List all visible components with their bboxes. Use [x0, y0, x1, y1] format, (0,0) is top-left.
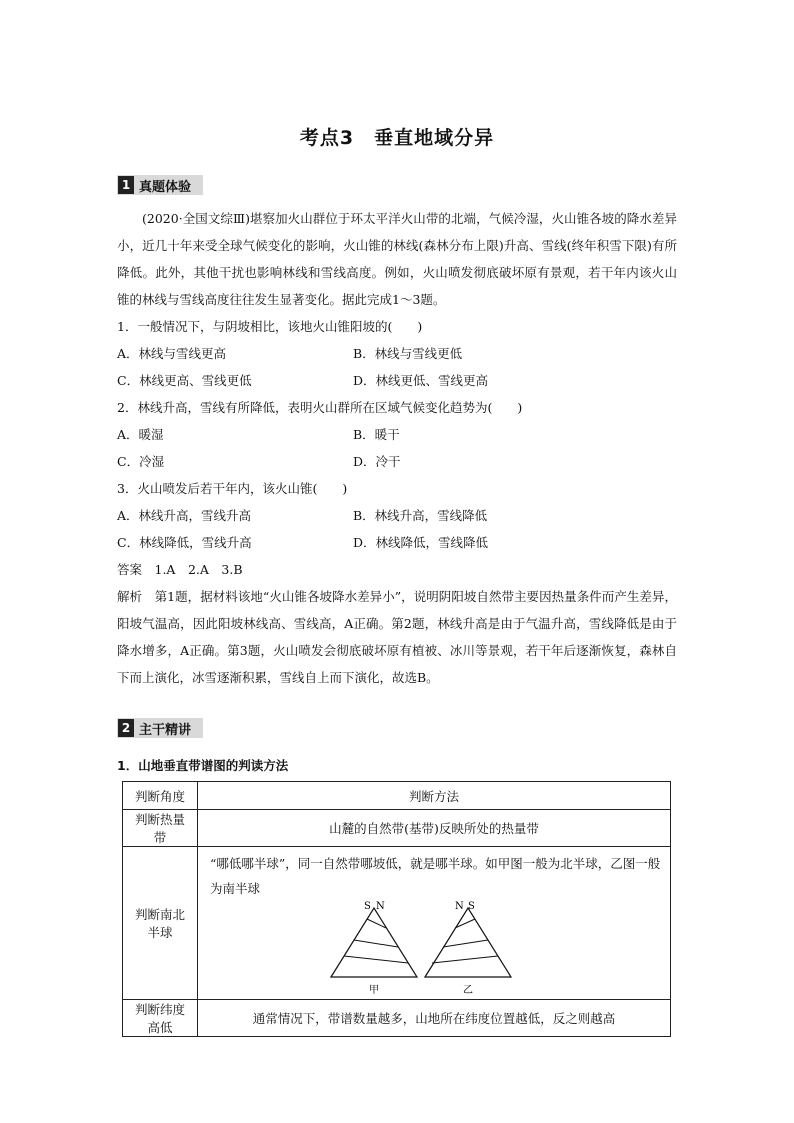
table-cell-method-with-figure	[198, 847, 671, 1000]
table-header-cell: 判断方法	[198, 782, 671, 810]
option: C．林线更高、雪线更低	[117, 373, 252, 388]
question-stem: 2．林线升高，雪线有所降低，表明火山群所在区域气候变化趋势为( )	[117, 400, 523, 415]
belt-line	[354, 940, 398, 947]
option: B．暖干	[353, 427, 400, 442]
option: C．冷湿	[117, 454, 165, 469]
option-row	[117, 421, 677, 448]
figure-caption: 甲	[369, 985, 379, 996]
section-label: 主干精讲	[139, 722, 192, 738]
option: B．林线与雪线更低	[353, 346, 463, 361]
slope-label: S	[364, 901, 371, 912]
slope-label: S	[468, 901, 475, 912]
mountain-triangle	[425, 908, 511, 977]
section-label: 真题体验	[139, 179, 192, 195]
figure-jia	[331, 901, 417, 996]
section-number: 1	[118, 176, 134, 194]
section-number: 2	[118, 719, 134, 737]
table-header-row	[123, 782, 671, 810]
hemisphere-figures	[324, 901, 664, 997]
slope-label: N	[376, 901, 385, 912]
option: D．林线降低，雪线降低	[353, 535, 489, 550]
option-row	[117, 502, 677, 529]
figure-caption: 乙	[463, 985, 473, 996]
table-header-cell: 判断角度	[123, 782, 198, 810]
table-row	[123, 1000, 671, 1037]
page-title: 考点3 垂直地域分异	[299, 127, 495, 149]
option: A．林线升高，雪线升高	[117, 508, 252, 523]
belt-line	[432, 956, 498, 963]
answer-line: 答案 1.A 2.A 3.B	[117, 562, 243, 577]
option: C．林线降低，雪线升高	[117, 535, 252, 550]
analysis-paragraph: 解析 第1题，据材料该地“火山锥各坡降水差异小”，说明阴阳坡自然带主要因热量条件而产生差异，阳坡气温高，因此阳坡林线高、雪线高，A正确。第2题，林线升高是由于气温升高，雪线降低是由于降水增多，A正确。第3题，火山喷发会彻底破坏原有植被、冰川等景观，若干年后逐渐恢复，森林自下而上演化，冰雪逐渐积累，雪线自上而下演化，故选B。	[117, 589, 677, 685]
table-cell-method: “哪低哪半球”，同一自然带哪坡低，就是哪半球。如甲图一般为北半球，乙图一般为南半球	[210, 856, 661, 896]
figure-yi	[425, 901, 511, 996]
intro-paragraph: (2020·全国文综Ⅲ)堪察加火山群位于环太平洋火山带的北端，气候冷湿，火山锥各坡的降水差异小，近几十年来受全球气候变化的影响，火山锥的林线(森林分布上限)升高、雪线(终年积雪下限)有所降低。此外，其他干扰也影响林线和雪线高度。例如，火山喷发彻底破坏原有景观，若干年内该火山锥的林线与雪线高度往往发生显著变化。据此完成1～3题。	[117, 211, 677, 307]
option: D．冷干	[353, 454, 401, 469]
table-cell-angle: 判断纬度高低	[123, 1000, 198, 1037]
option: A．林线与雪线更高	[117, 346, 227, 361]
table-cell-method: 山麓的自然带(基带)反映所处的热量带	[198, 810, 671, 847]
option-row	[117, 367, 677, 394]
section-heading-2	[117, 718, 203, 738]
table-row	[123, 847, 671, 1000]
option: D．林线更低、雪线更高	[353, 373, 489, 388]
option: A．暖湿	[117, 427, 164, 442]
question-block	[117, 205, 677, 691]
table-cell-angle: 判断南北半球	[123, 847, 198, 1000]
option-row	[117, 529, 677, 556]
question-stem: 1．一般情况下，与阴坡相比，该地火山锥阳坡的( )	[117, 319, 423, 334]
option-row	[117, 340, 677, 367]
slope-label: N	[455, 901, 464, 912]
method-table	[122, 781, 671, 1037]
option: B．林线升高，雪线降低	[353, 508, 488, 523]
section-heading-1	[117, 175, 203, 195]
table-cell-angle: 判断热量带	[123, 810, 198, 847]
table-row	[123, 810, 671, 847]
belt-line	[344, 956, 408, 963]
mountain-triangle	[331, 908, 417, 977]
table-cell-method: 通常情况下，带谱数量越多，山地所在纬度位置越低，反之则越高	[198, 1000, 671, 1037]
subheading: 1．山地垂直带谱图的判读方法	[117, 758, 289, 773]
question-stem: 3．火山喷发后若干年内，该火山锥( )	[117, 481, 348, 496]
belt-line	[443, 940, 488, 947]
option-row	[117, 448, 677, 475]
